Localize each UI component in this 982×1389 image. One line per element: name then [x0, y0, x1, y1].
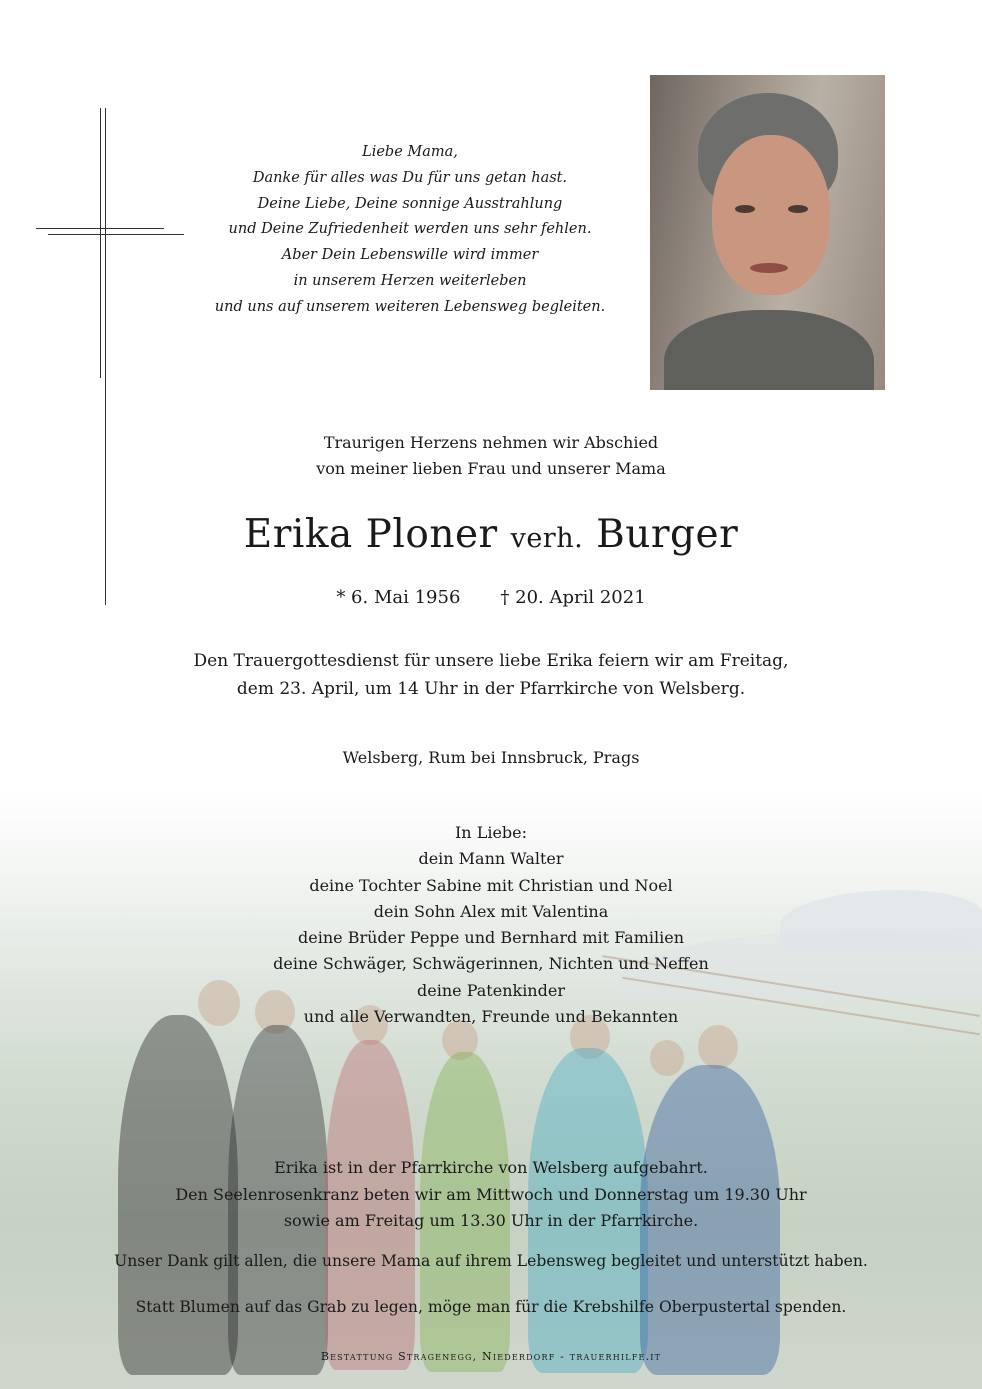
poem-line: Danke für alles was Du für uns getan hast.	[252, 169, 568, 186]
life-dates	[0, 587, 982, 608]
deceased-name	[0, 512, 982, 557]
poem-line: Aber Dein Lebenswille wird immer	[281, 247, 539, 264]
mourner-line: deine Tochter Sabine mit Christian und Noel	[309, 875, 673, 895]
intro-poem	[170, 140, 650, 321]
mourner-line: dein Mann Walter	[418, 849, 564, 869]
funeral-line: Den Trauergottesdienst für unsere liebe Erika feiern wir am Freitag,	[193, 651, 789, 671]
death-date: † 20. April 2021	[500, 587, 646, 608]
wake-line: sowie am Freitag um 13.30 Uhr in der Pfarrkirche.	[283, 1211, 699, 1230]
poem-line: und uns auf unserem weiteren Lebensweg begleiten.	[214, 298, 606, 315]
mourner-line: deine Brüder Peppe und Bernhard mit Familien	[298, 928, 684, 948]
poem-line: und Deine Zufriedenheit werden uns sehr fehlen.	[228, 221, 592, 238]
married-prefix: verh.	[510, 523, 584, 554]
wake-line: Den Seelenrosenkranz beten wir am Mittwoch und Donnerstag um 19.30 Uhr	[175, 1184, 807, 1204]
mourner-line: und alle Verwandten, Freunde und Bekannten	[303, 1007, 679, 1027]
poem-line: Deine Liebe, Deine sonnige Ausstrahlung	[257, 195, 563, 212]
funeral-info	[0, 647, 982, 703]
thanks-note: Unser Dank gilt allen, die unsere Mama auf ihrem Lebensweg begleitet und unterstützt haben.	[114, 1252, 868, 1270]
birth-date: * 6. Mai 1956	[336, 587, 461, 608]
flowers-note: Statt Blumen auf das Grab zu legen, möge man für die Krebshilfe Oberpustertal spenden.	[135, 1298, 847, 1316]
wake-info	[0, 1155, 982, 1235]
places: Welsberg, Rum bei Innsbruck, Prags	[342, 748, 640, 767]
poem-line: Liebe Mama,	[362, 144, 458, 160]
mourners-heading: In Liebe:	[454, 823, 528, 842]
poem-line: in unserem Herzen weiterleben	[293, 272, 527, 289]
mourner-line: deine Schwäger, Schwägerinnen, Nichten und Neffen	[273, 954, 709, 974]
undertaker-footer: Bestattung Stragenegg, Niederdorf - trauerhilfe.it	[320, 1350, 662, 1363]
portrait-photo	[650, 75, 885, 390]
mourner-line: deine Patenkinder	[417, 980, 565, 1000]
mourner-line: dein Sohn Alex mit Valentina	[373, 901, 609, 921]
married-name: Burger	[596, 512, 739, 557]
funeral-line: dem 23. April, um 14 Uhr in der Pfarrkirche von Welsberg.	[236, 679, 746, 699]
wake-line: Erika ist in der Pfarrkirche von Welsberg aufgebahrt.	[274, 1158, 708, 1177]
deceased-first-names: Erika Ploner	[243, 512, 498, 557]
mourners-list	[0, 820, 982, 1030]
announcement	[0, 430, 982, 482]
announcement-line: Traurigen Herzens nehmen wir Abschied	[323, 433, 659, 452]
announcement-line: von meiner lieben Frau und unserer Mama	[316, 459, 666, 478]
